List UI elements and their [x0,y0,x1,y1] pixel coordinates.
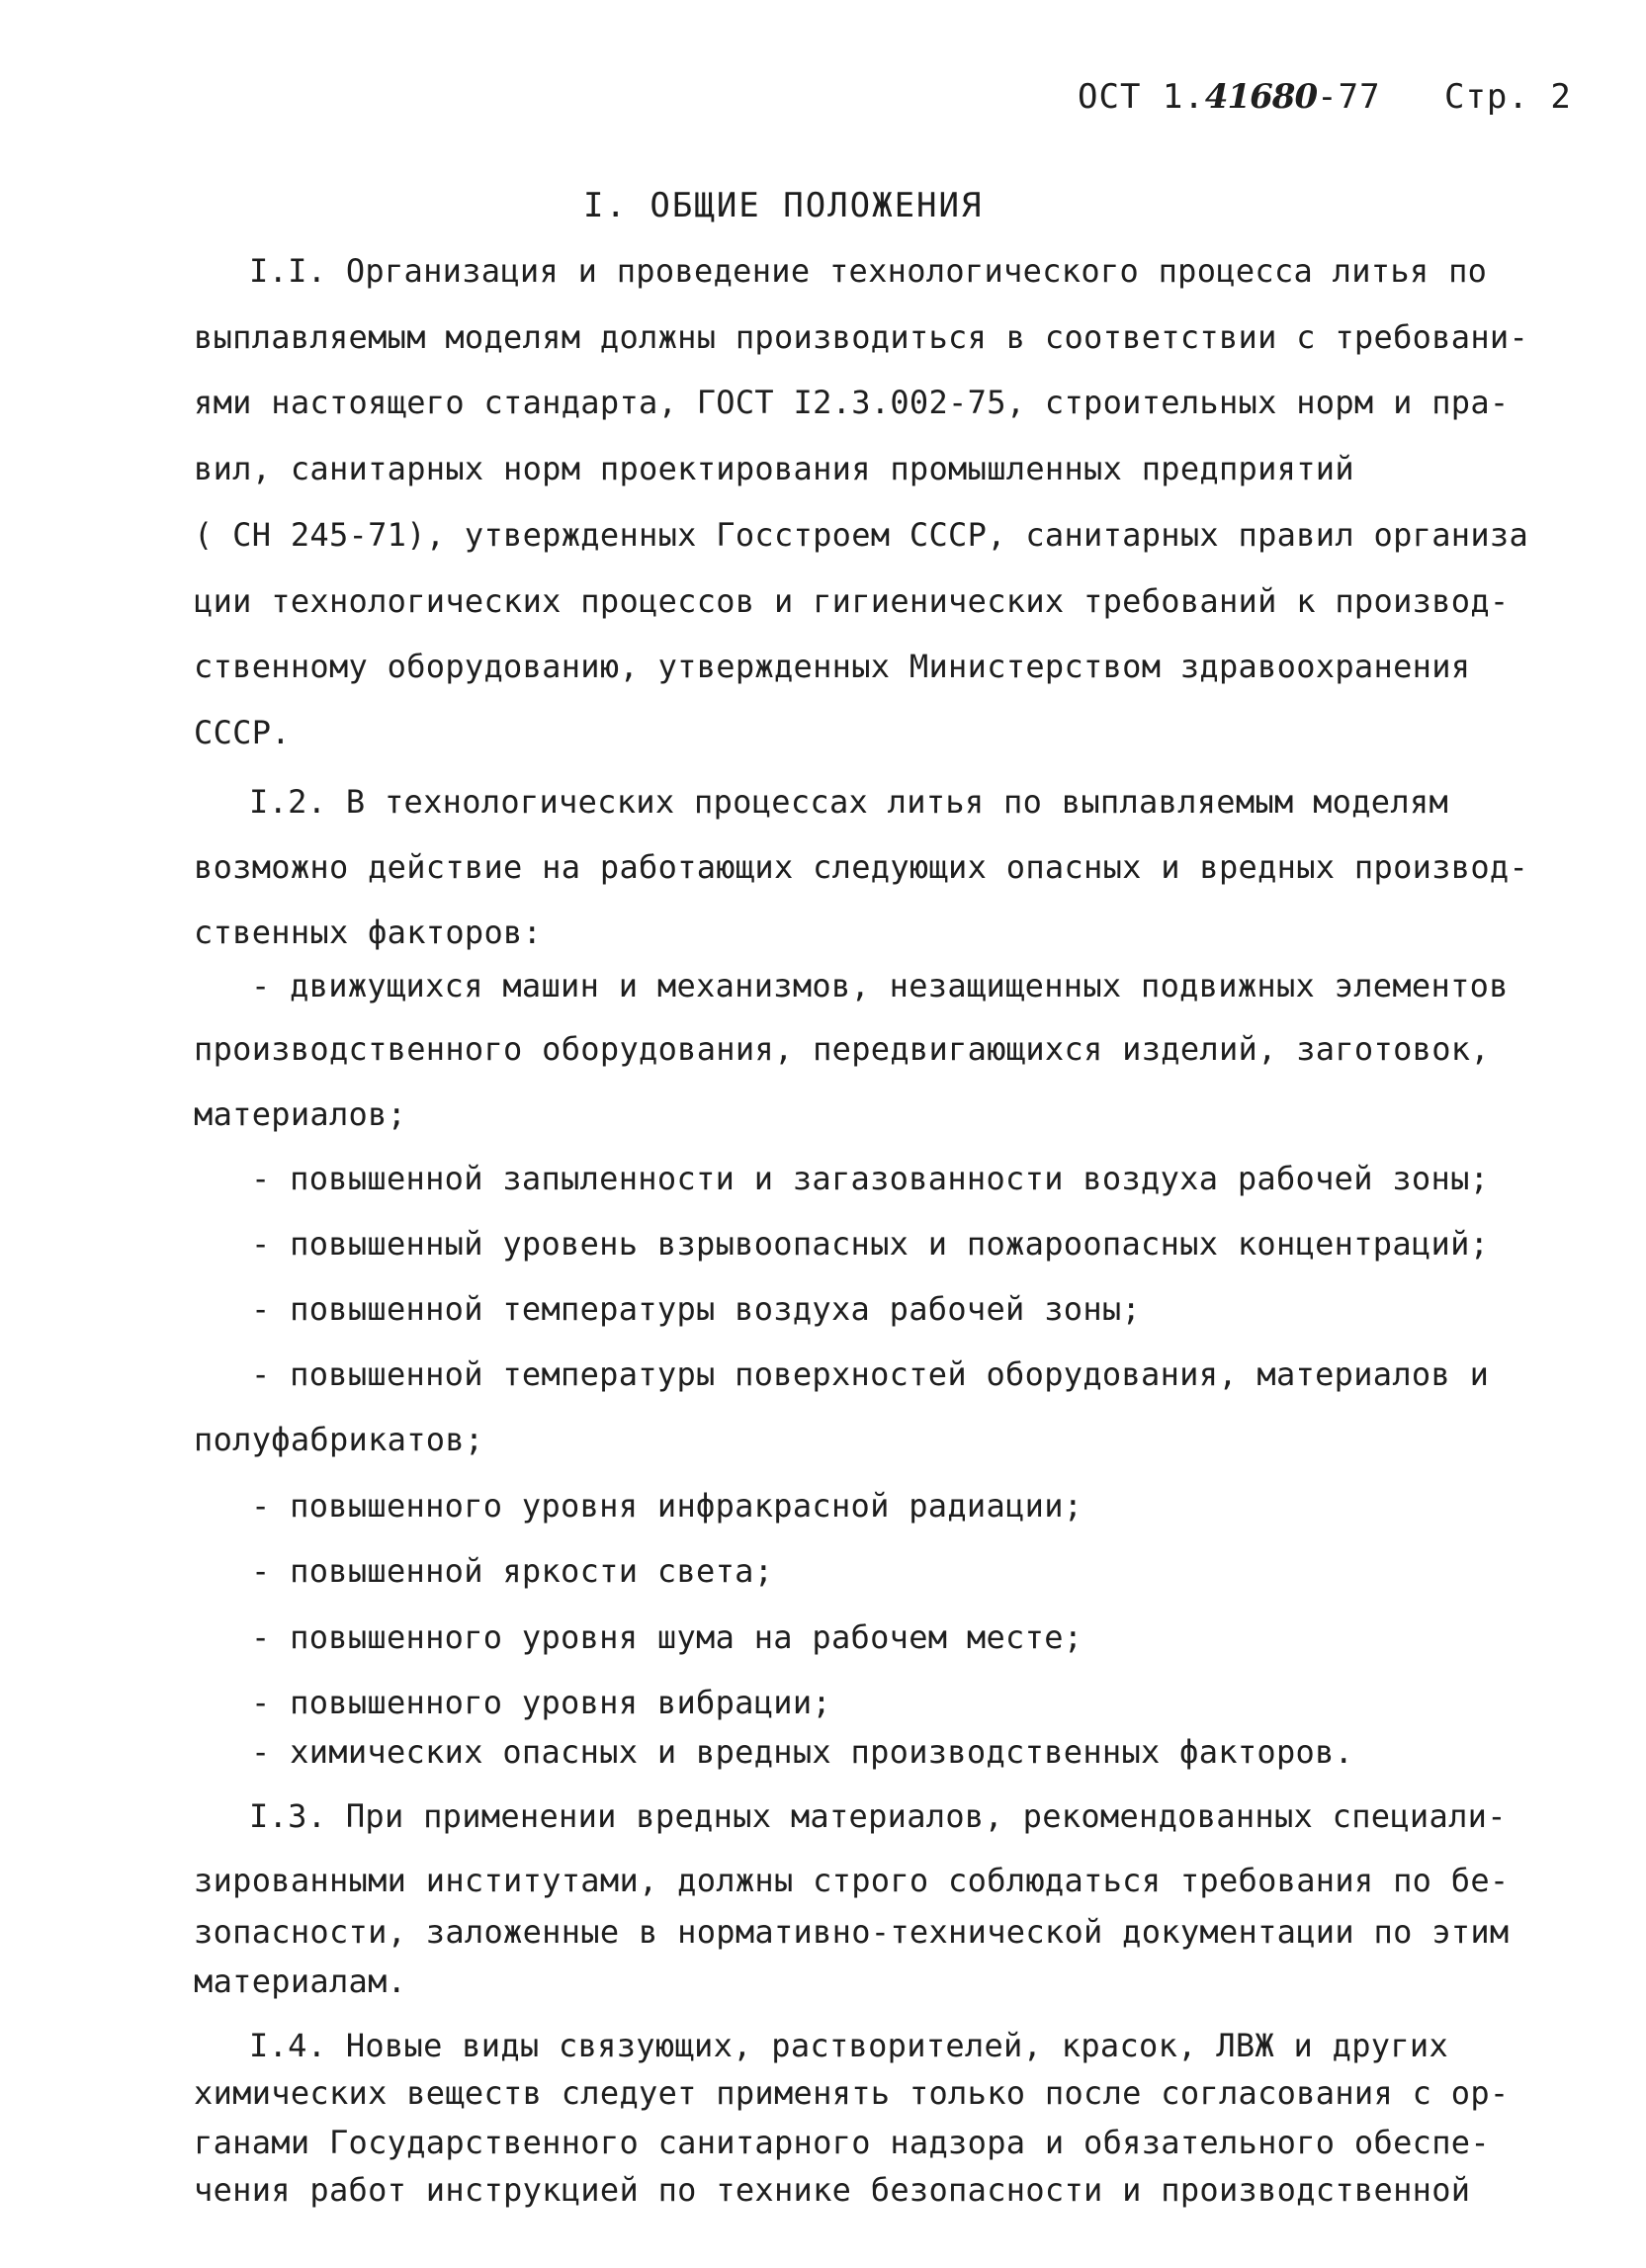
text-line: вил, санитарных норм проектирования промышленных предприятий [194,450,1354,487]
text-line: I.2. В технологических процессах литья по выплавляемым моделям [249,783,1449,821]
standard-prefix: ОСТ 1. [1078,77,1205,117]
text-line: ганами Государственного санитарного надзора и обязательного обеспе- [194,2124,1490,2161]
text-line: выплавляемым моделям должны производиться в соответствии с требовани- [194,318,1529,356]
text-line: I.4. Новые виды связующих, растворителей, красок, ЛВЖ и других [249,2027,1449,2064]
text-line: - повышенного уровня шума на рабочем месте; [251,1618,1083,1656]
text-line: - повышенный уровень взрывоопасных и пожароопасных концентраций; [251,1225,1490,1263]
text-line: химических веществ следует применять только после согласования с ор- [194,2074,1510,2112]
standard-suffix: -77 [1317,77,1381,117]
text-line: - повышенного уровня вибрации; [251,1684,831,1721]
section-title: I. ОБЩИЕ ПОЛОЖЕНИЯ [583,186,984,225]
text-line: возможно действие на работающих следующих опасных и вредных производ- [194,848,1529,886]
text-line: СССР. [194,714,291,751]
text-line: - движущихся машин и механизмов, незащищенных подвижных элементов [251,967,1509,1004]
text-line: - повышенной температуры поверхностей оборудования, материалов и [251,1355,1490,1393]
text-line: - повышенной яркости света; [251,1552,774,1590]
text-line: ственному оборудованию, утвержденных Министерством здравоохранения [194,648,1471,685]
text-line: полуфабрикатов; [194,1421,484,1458]
text-line: ( СН 245-71), утвержденных Госстроем СССР, санитарных правил организа [194,516,1529,554]
text-line: материалов; [194,1095,407,1133]
text-line: - химических опасных и вредных производственных факторов. [251,1733,1354,1771]
text-line: материалам. [194,1963,407,2000]
page-header [1078,77,1572,117]
text-line: - повышенной температуры воздуха рабочей зоны; [251,1290,1142,1328]
text-line: зопасности, заложенные в нормативно-технической документации по этим [194,1913,1510,1951]
text-line: чения работ инструкцией по технике безопасности и производственной [194,2171,1471,2209]
text-line: ции технологических процессов и гигиенических требований к производ- [194,582,1510,620]
handwritten-standard-number: 41680 [1204,77,1318,117]
page-number-label: Стр. 2 [1443,77,1572,117]
text-line: ями настоящего стандарта, ГОСТ I2.3.002-75, строительных норм и пра- [194,384,1510,421]
text-line: I.3. При применении вредных материалов, рекомендованных специали- [249,1797,1507,1835]
text-line: I.I. Организация и проведение технологического процесса литья по [249,252,1488,290]
text-line: - повышенной запыленности и загазованности воздуха рабочей зоны; [251,1160,1490,1197]
text-line: зированными институтами, должны строго соблюдаться требования по бе- [194,1862,1510,1899]
text-line: - повышенного уровня инфракрасной радиации; [251,1487,1083,1525]
text-line: ственных факторов: [194,914,543,951]
text-line: производственного оборудования, передвигающихся изделий, заготовок, [194,1030,1490,1068]
